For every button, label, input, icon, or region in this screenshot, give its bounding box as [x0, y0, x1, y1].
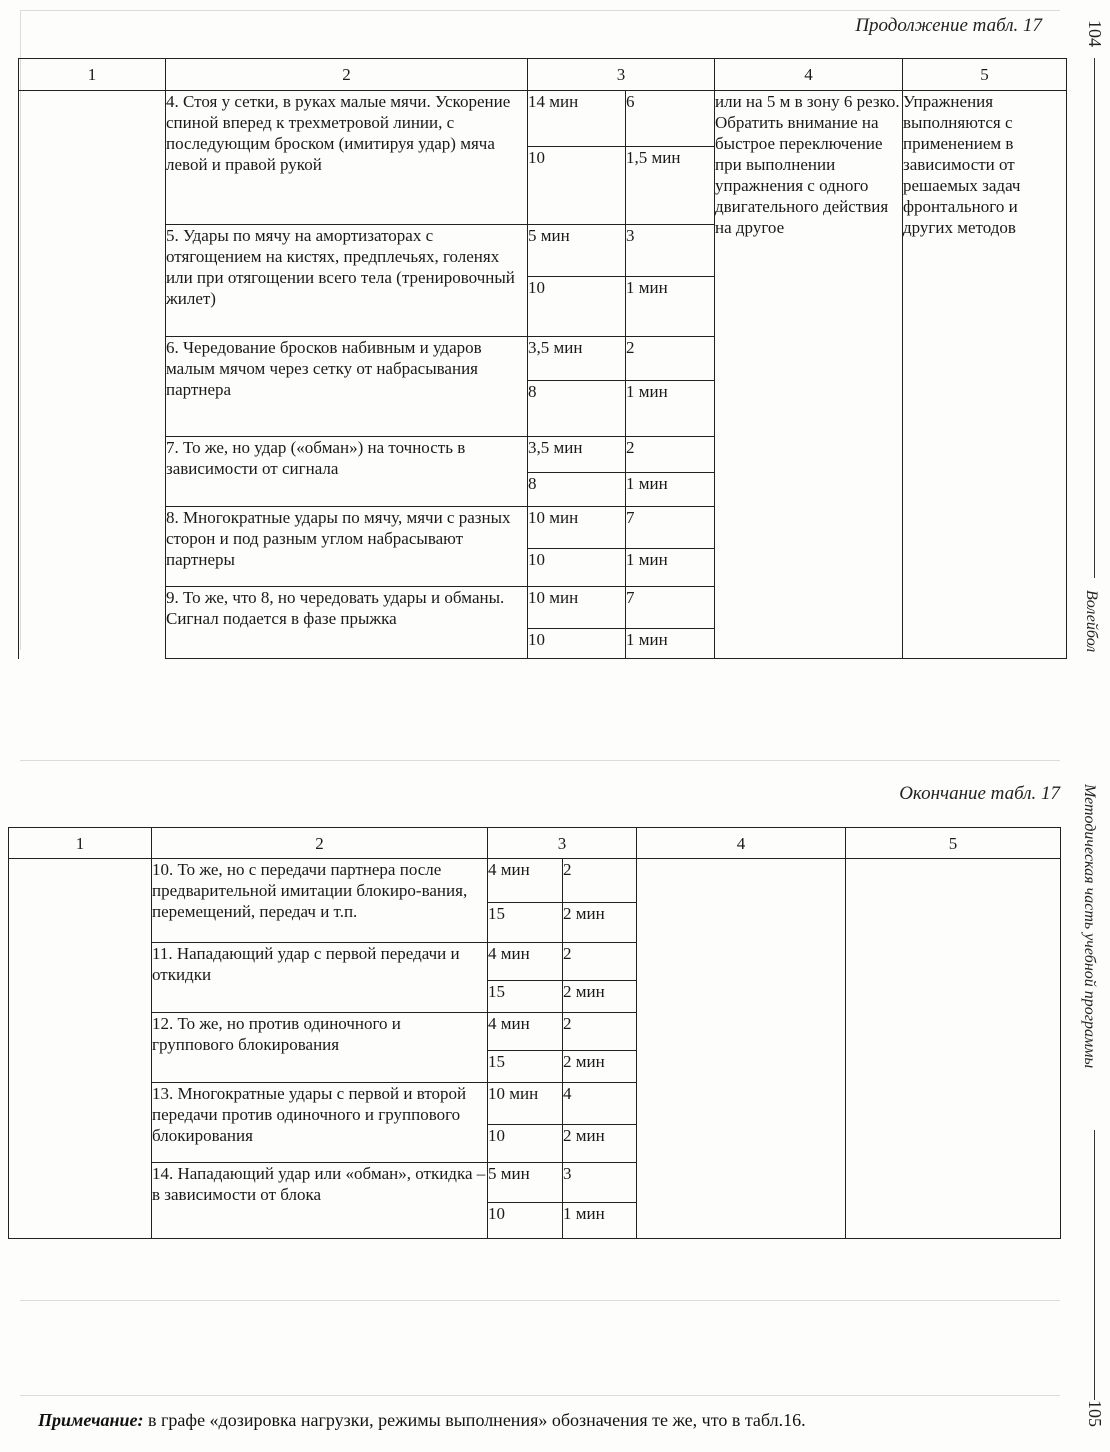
- col-header: 3: [488, 828, 637, 859]
- series: 8: [528, 473, 626, 507]
- series: 10: [528, 147, 626, 225]
- footnote-label: Примечание:: [38, 1410, 144, 1430]
- table-row: [19, 91, 1067, 147]
- footnote-text: в графе «дозировка нагрузки, режимы выполнения» обозначения те же, что в табл.16.: [143, 1410, 806, 1430]
- duration: 4 мин: [488, 943, 563, 981]
- exercise-text: 10. То же, но с передачи партнера после предварительной имитации блокиро-вания, перемещений, передач и т.п.: [152, 859, 488, 943]
- page-number: 105: [1085, 1400, 1105, 1427]
- exercise-text: 14. Нападающий удар или «обман», откидка – в зависимости от блока: [152, 1163, 488, 1239]
- duration: 3,5 мин: [528, 437, 626, 473]
- rest: 1,5 мин: [626, 147, 715, 225]
- exercise-text: 4. Стоя у сетки, в руках малые мячи. Ускорение спиной вперед к трехметровой линии, с последующим броском (имитируя удар) мяча левой и правой рукой: [166, 91, 528, 225]
- series: 15: [488, 981, 563, 1013]
- exercise-text: 7. То же, но удар («обман») на точность в зависимости от сигнала: [166, 437, 528, 507]
- col-header: 5: [903, 59, 1067, 91]
- bleed-line: [20, 1300, 1060, 1301]
- series: 8: [528, 381, 626, 437]
- duration: 4 мин: [488, 1013, 563, 1051]
- exercise-text: 12. То же, но против одиночного и группового блокирования: [152, 1013, 488, 1083]
- col-header: 4: [715, 59, 903, 91]
- repetitions: 3: [626, 225, 715, 277]
- bleed-line: [20, 1395, 1060, 1396]
- repetitions: 6: [626, 91, 715, 147]
- repetitions: 2: [563, 859, 637, 903]
- header-row: [19, 59, 1067, 91]
- table-17-continued: [18, 58, 1067, 659]
- table-caption: Окончание табл. 17: [899, 783, 1060, 804]
- duration: 14 мин: [528, 91, 626, 147]
- duration: 10 мин: [488, 1083, 563, 1125]
- exercise-text: 9. То же, что 8, но чередовать удары и обманы. Сигнал подается в фазе прыжка: [166, 587, 528, 659]
- page-number: 104: [1085, 20, 1105, 47]
- repetitions: 4: [563, 1083, 637, 1125]
- rest: 2 мин: [563, 903, 637, 943]
- repetitions: 7: [626, 587, 715, 629]
- exercise-text: 8. Многократные удары по мячу, мячи с разных сторон и под разным углом набрасывают партнеры: [166, 507, 528, 587]
- col-header: 1: [19, 59, 166, 91]
- col-header: 3: [528, 59, 715, 91]
- col1-cell: [19, 91, 166, 659]
- series: 10: [528, 277, 626, 337]
- repetitions: 2: [626, 437, 715, 473]
- rest: 2 мин: [563, 981, 637, 1013]
- col1-cell: [9, 859, 152, 1239]
- series: 10: [488, 1125, 563, 1163]
- duration: 3,5 мин: [528, 337, 626, 381]
- col4-empty: [637, 859, 846, 1239]
- col5-empty: [903, 337, 1067, 659]
- rest: 1 мин: [626, 629, 715, 659]
- rest: 1 мин: [626, 381, 715, 437]
- repetitions: 3: [563, 1163, 637, 1203]
- col-header: 1: [9, 828, 152, 859]
- series: 10: [488, 1203, 563, 1239]
- exercise-text: 5. Удары по мячу на амортизаторах с отягощением на кистях, предплечьях, голенях или при отягощении всего тела (тренировочный жилет): [166, 225, 528, 337]
- exercise-text: 11. Нападающий удар с первой передачи и откидки: [152, 943, 488, 1013]
- running-head: Методическая часть учебной программы: [1081, 784, 1098, 1069]
- duration: 5 мин: [488, 1163, 563, 1203]
- col-header: 4: [637, 828, 846, 859]
- col-header: 2: [166, 59, 528, 91]
- col-header: 2: [152, 828, 488, 859]
- series: 15: [488, 1051, 563, 1083]
- table-caption: Продолжение табл. 17: [855, 15, 1042, 36]
- rest: 1 мин: [626, 277, 715, 337]
- margin-rule: [1094, 1130, 1095, 1400]
- rest: 2 мин: [563, 1125, 637, 1163]
- method-notes: или на 5 м в зону 6 резко. Обратить внимание на быстрое переключение при выполнении упражнения с одного двигательного действия на другое: [715, 91, 903, 337]
- col-header: 5: [846, 828, 1061, 859]
- footnote: [38, 1410, 806, 1431]
- header-row: [9, 828, 1061, 859]
- series: 10: [528, 629, 626, 659]
- table-row: [9, 859, 1061, 903]
- running-head: Волейбол: [1083, 590, 1100, 653]
- duration: 4 мин: [488, 859, 563, 903]
- repetitions: 2: [563, 1013, 637, 1051]
- table-17-end: [8, 827, 1061, 1239]
- bleed-line: [20, 760, 1060, 761]
- duration: 10 мин: [528, 587, 626, 629]
- duration: 5 мин: [528, 225, 626, 277]
- rest: 1 мин: [626, 473, 715, 507]
- rest: 1 мин: [563, 1203, 637, 1239]
- duration: 10 мин: [528, 507, 626, 549]
- exercise-text: 13. Многократные удары с первой и второй передачи против одиночного и группового блокирования: [152, 1083, 488, 1163]
- table-row: [19, 337, 1067, 381]
- series: 10: [528, 549, 626, 587]
- col5-empty: [846, 859, 1061, 1239]
- exercise-text: 6. Чередование бросков набивным и ударов малым мячом через сетку от набрасывания партнера: [166, 337, 528, 437]
- repetitions: 2: [626, 337, 715, 381]
- series: 15: [488, 903, 563, 943]
- rest: 1 мин: [626, 549, 715, 587]
- rest: 2 мин: [563, 1051, 637, 1083]
- margin-rule: [1094, 58, 1095, 578]
- col4-empty: [715, 337, 903, 659]
- bleed-line: [20, 10, 1060, 11]
- repetitions: 2: [563, 943, 637, 981]
- repetitions: 7: [626, 507, 715, 549]
- methods: Упражнения выполняются с применением в зависимости от решаемых задач фронтального и других методов: [903, 91, 1067, 337]
